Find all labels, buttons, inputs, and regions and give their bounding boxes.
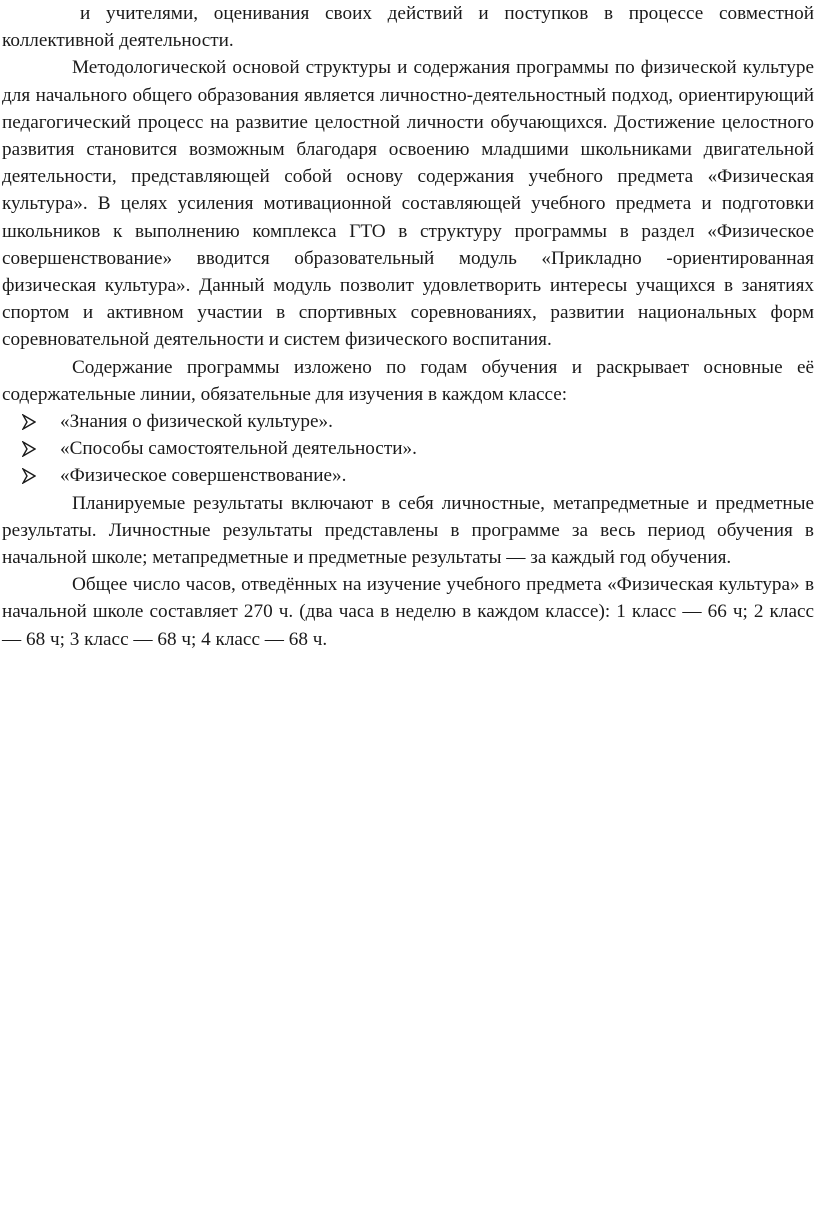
list-item: [2, 462, 814, 489]
paragraph-planned-results: Планируемые результаты включают в себя личностные, метапредметные и предметные результаты. Личностные результаты представлены в программе за весь период обучения в начальной школе; метапредметные и предметные результаты — за каждый год обучения.: [2, 492, 814, 569]
list-item-text: «Знания о физической культуре».: [60, 411, 333, 433]
list-item-text: «Физическое совершенствование».: [60, 465, 347, 487]
paragraph-methodology: Методологической основой структуры и содержания программы по физической культуре для начального общего образования является личностно-деятельностный подход, ориентирующий педагогический процесс на развитие целостной личности обучающихся. Достижение целостного развития становится возможным благодаря освоению младшими школьниками двигательной деятельности, представляющей собой основу содержания учебного предмета «Физическая культура». В целях усиления мотивационной составляющей учебного предмета и подготовки школьников к выполнению комплекса ГТО в структуру программы в раздел «Физическое совершенствование» вводится образовательный модуль «Прикладно -ориентированная физическая культура». Данный модуль позволит удовлетворить интересы учащихся в занятиях спортом и активном участии в спортивных соревнованиях, развитии национальных форм соревновательной деятельности и систем физического воспитания.: [2, 57, 814, 351]
list-item-text: «Способы самостоятельной деятельности».: [60, 438, 417, 460]
arrowhead-bullet-icon: [22, 468, 36, 484]
content-lines-list: [2, 408, 814, 490]
arrowhead-bullet-icon: [22, 441, 36, 457]
paragraph-content-lines: Содержание программы изложено по годам обучения и раскрывает основные её содержательные линии, обязательные для изучения в каждом классе:: [2, 356, 814, 405]
paragraph-continuation: и учителями, оценивания своих действий и поступков в процессе совместной коллективной деятельности.: [2, 3, 814, 52]
paragraph-hours: Общее число часов, отведённых на изучение учебного предмета «Физическая культура» в начальной школе составляет 270 ч. (два часа в неделю в каждом классе): 1 класс — 66 ч; 2 класс — 68 ч; 3 класс — 68 ч; 4 класс — 68 ч.: [2, 574, 814, 650]
list-item: [2, 435, 814, 462]
arrowhead-bullet-icon: [22, 414, 36, 430]
list-item: [2, 408, 814, 435]
document-page: [2, 0, 814, 653]
